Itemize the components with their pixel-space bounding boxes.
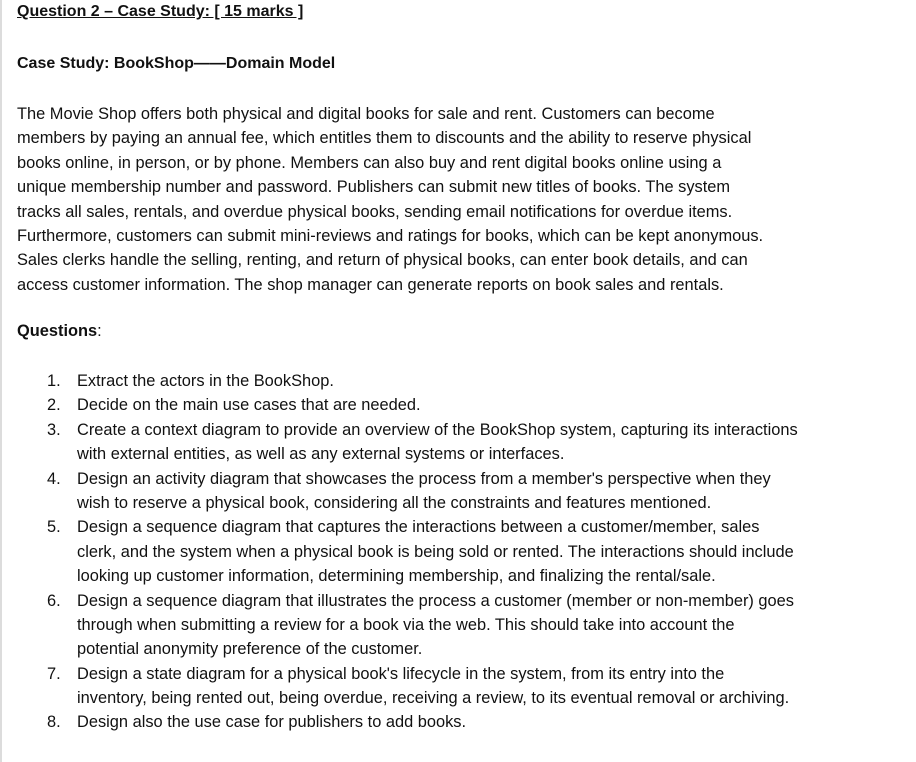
question-number: 7. bbox=[47, 664, 61, 683]
question-item bbox=[17, 393, 902, 417]
questions-list bbox=[17, 369, 902, 735]
questions-label-text: Questions bbox=[17, 322, 98, 340]
question-text: potential anonymity preference of the customer. bbox=[77, 640, 423, 659]
question-number: 4. bbox=[47, 469, 61, 488]
questions-label bbox=[17, 322, 102, 341]
question-text: Design a sequence diagram that captures the interactions between a customer/member, sales bbox=[77, 518, 760, 537]
case-study-title: Case Study: BookShop——Domain Model bbox=[17, 55, 336, 72]
case-study-description bbox=[17, 102, 902, 297]
question-text: wish to reserve a physical book, considering all the constraints and features mentioned. bbox=[77, 493, 712, 512]
description-line: unique membership number and password. Publishers can submit new titles of books. The system bbox=[17, 178, 731, 197]
question-text: through when submitting a review for a book via the web. This should take into account the bbox=[77, 615, 735, 634]
question-number: 3. bbox=[47, 420, 61, 439]
question-text: Design also the use case for publishers to add books. bbox=[77, 713, 467, 732]
description-line: books online, in person, or by phone. Members can also buy and rent digital books online using a bbox=[17, 153, 722, 172]
question-text: clerk, and the system when a physical book is being sold or rented. The interactions should include bbox=[77, 542, 794, 561]
question-item bbox=[17, 369, 902, 393]
question-item bbox=[17, 589, 902, 662]
question-text: Decide on the main use cases that are needed. bbox=[77, 396, 421, 415]
page-left-border bbox=[0, 0, 2, 762]
question-text: Create a context diagram to provide an overview of the BookShop system, capturing its interactions bbox=[77, 420, 798, 439]
question-item bbox=[17, 662, 902, 711]
question-text: inventory, being rented out, being overdue, receiving a review, to its eventual removal or archiving. bbox=[77, 689, 790, 708]
question-number: 2. bbox=[47, 396, 61, 415]
question-number: 8. bbox=[47, 713, 61, 732]
question-text: with external entities, as well as any external systems or interfaces. bbox=[77, 445, 565, 464]
question-heading: Question 2 – Case Study: [ 15 marks ] bbox=[17, 3, 304, 20]
question-item bbox=[17, 515, 902, 588]
question-item bbox=[17, 710, 902, 734]
description-line: members by paying an annual fee, which entitles them to discounts and the ability to reserve physical bbox=[17, 129, 752, 148]
question-text: looking up customer information, determining membership, and finalizing the rental/sale. bbox=[77, 567, 716, 586]
description-line: access customer information. The shop manager can generate reports on book sales and rentals. bbox=[17, 275, 724, 294]
description-line: The Movie Shop offers both physical and digital books for sale and rent. Customers can become bbox=[17, 105, 715, 123]
questions-label-colon: : bbox=[97, 322, 102, 340]
question-text: Design an activity diagram that showcases the process from a member's perspective when they bbox=[77, 469, 771, 488]
question-text: Extract the actors in the BookShop. bbox=[77, 372, 334, 390]
question-text: Design a sequence diagram that illustrates the process a customer (member or non-member) goes bbox=[77, 591, 794, 610]
question-text: Design a state diagram for a physical book's lifecycle in the system, from its entry into the bbox=[77, 664, 725, 683]
question-number: 1. bbox=[47, 372, 61, 390]
question-number: 5. bbox=[47, 518, 61, 537]
description-line: tracks all sales, rentals, and overdue physical books, sending email notifications for overdue items. bbox=[17, 202, 733, 221]
description-line: Furthermore, customers can submit mini-reviews and ratings for books, which can be kept anonymous. bbox=[17, 226, 764, 245]
description-line: Sales clerks handle the selling, renting, and return of physical books, can enter book details, and can bbox=[17, 251, 748, 270]
question-item bbox=[17, 418, 902, 467]
question-item bbox=[17, 467, 902, 516]
question-number: 6. bbox=[47, 591, 61, 610]
